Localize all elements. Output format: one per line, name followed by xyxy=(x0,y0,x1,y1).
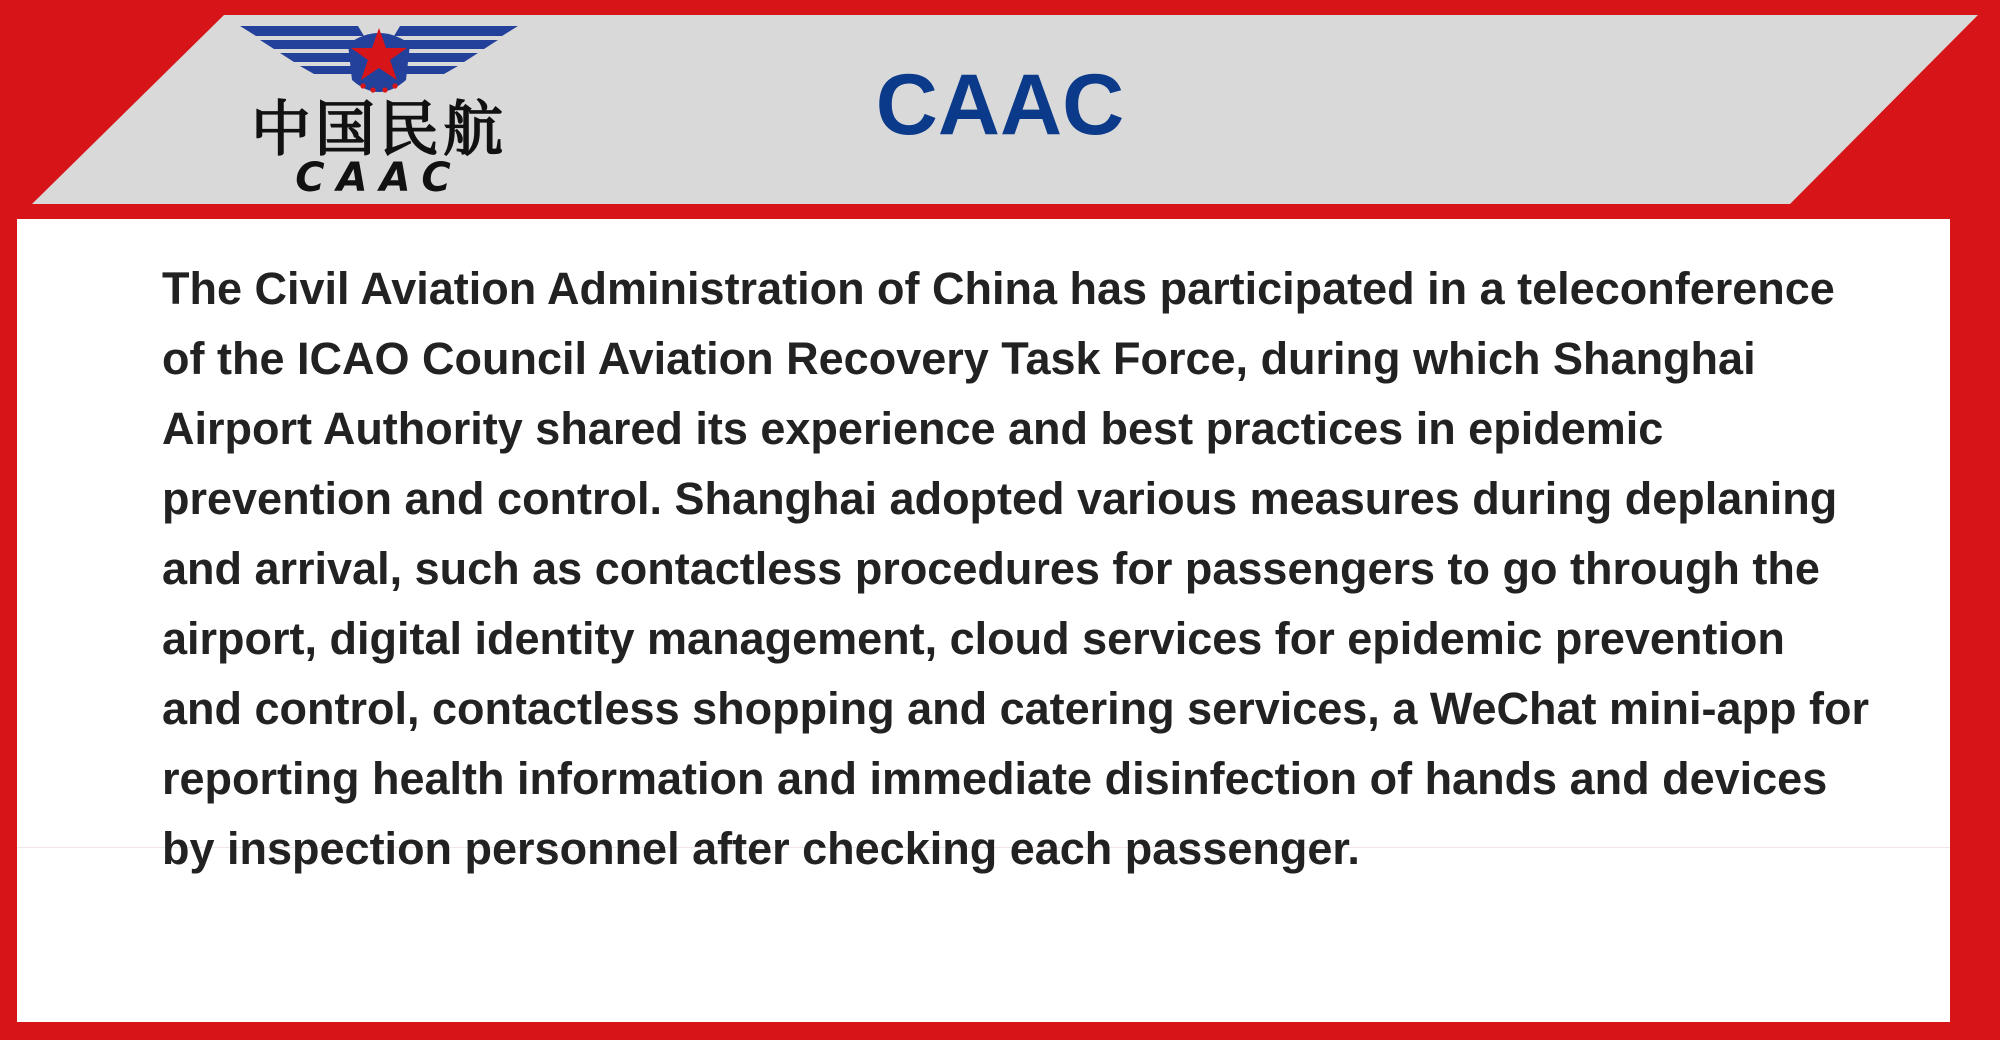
winged-star-emblem-icon xyxy=(236,22,522,102)
header-banner xyxy=(0,0,2000,215)
article-text: The Civil Aviation Administration of China has participated in a teleconference of the ICAO Council Aviation Recovery Task Force, during which Shanghai Airport Authority shared its experience and best practices in epidemic prevention and control. Shanghai adopted various measures during deplaning and arrival, such as contactless procedures for passengers to go through the airport, digital identity management, cloud services for epidemic prevention and control, contactless shopping and catering services, a WeChat mini-app for reporting health information and immediate disinfection of hands and devices by inspection personnel after checking each passenger. xyxy=(162,263,1870,874)
page-title: CAAC xyxy=(875,57,1125,153)
content-panel xyxy=(17,219,1950,1022)
logo-chinese-text: 中国民航 xyxy=(251,95,507,165)
logo-english-text: CAAC xyxy=(295,155,463,201)
caac-logo xyxy=(236,22,522,202)
